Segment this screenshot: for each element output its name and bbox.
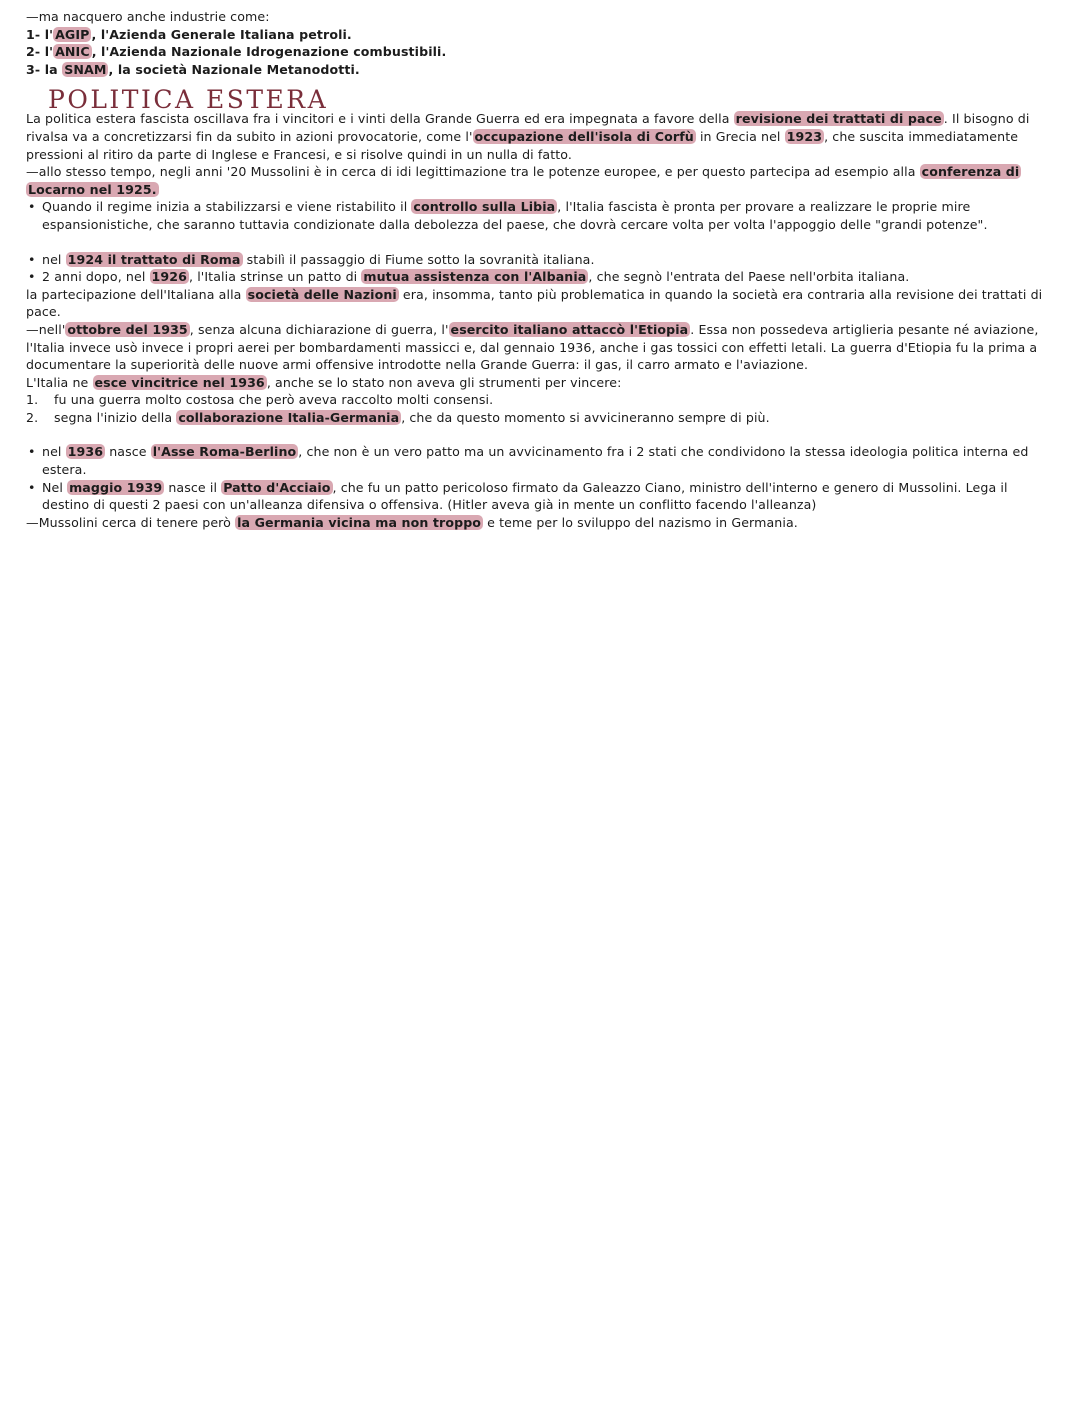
highlight: società delle Nazioni [247, 286, 397, 302]
paragraph: L'Italia ne esce vincitrice nel 1936 , anche se lo stato non aveva gli strumenti per vincere: [26, 374, 622, 390]
highlight: 1924 il trattato di Roma [67, 251, 241, 267]
bullet-item: • nel 1936 nasce l'Asse Roma-Berlino , che non è un vero patto ma un avvicinamento fra i 2 stati che condividono la stessa ideologia politica interna ed estera. [26, 443, 1052, 478]
highlight: maggio 1939 [69, 479, 163, 495]
bullet-item: • 2 anni dopo, nel 1926 , l'Italia strinse un patto di mutua assistenza con l'Albania , che segnò l'entrata del Paese nell'orbita italiana. [26, 268, 1052, 286]
list-item: 2- l' ANIC , l'Azienda Nazionale Idrogenazione combustibili. [26, 44, 447, 60]
highlight: occupazione dell'isola di Corfù [474, 128, 694, 144]
numbered-item: 2. segna l'inizio della collaborazione Italia-Germania , che da questo momento si avvicineranno sempre di più. [26, 409, 770, 425]
highlight: 1923 [786, 128, 823, 144]
paragraph: —nell' ottobre del 1935 , senza alcuna dichiarazione di guerra, l' esercito italiano attaccò l'Etiopia . Essa non possedeva artiglieria pesante né aviazione, l'Italia invece usò invece i propri aerei per bombardamenti massicci e, dal gennaio 1936, anche i gas tossici con effetti letali. La guerra d'Etiopia fu la prima a documentare la superiorità delle nuove armi offensive introdotte nella Grande Guerra: il gas, il carro armato e l'aviazione. [26, 321, 1039, 373]
highlight: revisione dei trattati di pace [735, 111, 942, 127]
highlight: esercito italiano attaccò l'Etiopia [450, 321, 689, 337]
highlight: esce vincitrice nel 1936 [94, 374, 265, 390]
intro-lead: —ma nacquero anche industrie come: [26, 9, 270, 24]
paragraph: —allo stesso tempo, negli anni '20 Mussolini è in cerca di idi legittimazione tra le potenze europee, e per questo partecipa ad esempio alla conferenza di Locarno nel 1925. [26, 164, 1020, 197]
section-title: POLITICA ESTERA [48, 85, 329, 115]
list-item: 3- la SNAM , la società Nazionale Metanodotti. [26, 61, 360, 77]
highlight: controllo sulla Libia [413, 199, 556, 215]
numbered-item: 1. fu una guerra molto costosa che però aveva raccolto molti consensi. [26, 392, 494, 408]
list-item: 1- l' AGIP , l'Azienda Generale Italiana petroli. [26, 26, 352, 42]
highlight: ottobre del 1935 [67, 321, 188, 337]
highlight: conferenza di Locarno nel 1925. [28, 164, 1020, 197]
highlight: collaborazione Italia-Germania [178, 409, 400, 425]
notes-page [26, 8, 1052, 531]
highlight: 1926 [151, 269, 187, 285]
highlight: ANIC [55, 44, 90, 60]
bullet-item: • nel 1924 il trattato di Roma stabilì il passaggio di Fiume sotto la sovranità italiana. [26, 251, 1052, 269]
highlight: mutua assistenza con l'Albania [363, 269, 587, 285]
highlight: la Germania vicina ma non troppo [237, 514, 482, 530]
highlight: l'Asse Roma-Berlino [152, 444, 297, 460]
highlight: AGIP [55, 26, 90, 42]
bullet-item: • Nel maggio 1939 nasce il Patto d'Acciaio , che fu un patto pericoloso firmato da Galeazzo Ciano, ministro dell'interno e genero di Mussolini. Lega il destino di questi 2 paesi con un'alleanza difensiva o offensiva. (Hitler aveva già in mente un conflitto facendo l'alleanza) [26, 479, 1052, 514]
highlight: SNAM [64, 61, 107, 77]
highlight: 1936 [67, 444, 104, 460]
paragraph: La politica estera fascista oscillava fra i vincitori e i vinti della Grande Guerra ed era impegnata a favore della revisione dei trattati di pace . Il bisogno di rivalsa va a concretizzarsi fin da subito in azioni provocatorie, come l' occupazione dell'isola di Corfù in Grecia nel 1923 , che suscita immediatamente pressioni al ritiro da parte di Inglese e Francesi, e si risolve quindi in un nulla di fatto. [26, 111, 1030, 162]
bullet-item: • Quando il regime inizia a stabilizzarsi e viene ristabilito il controllo sulla Libia , l'Italia fascista è pronta per provare a realizzare le proprie mire espansionistiche, che saranno tuttavia condizionate dalla debolezza del paese, che dovrà cercare volta per volta l'appoggio delle "grandi potenze". [26, 198, 1052, 233]
paragraph: —Mussolini cerca di tenere però la Germania vicina ma non troppo e teme per lo sviluppo del nazismo in Germania. [26, 514, 798, 530]
paragraph: la partecipazione dell'Italiana alla società delle Nazioni era, insomma, tanto più problematica in quando la società era contraria alla revisione dei trattati di pace. [26, 286, 1043, 320]
highlight: Patto d'Acciaio [223, 479, 331, 495]
